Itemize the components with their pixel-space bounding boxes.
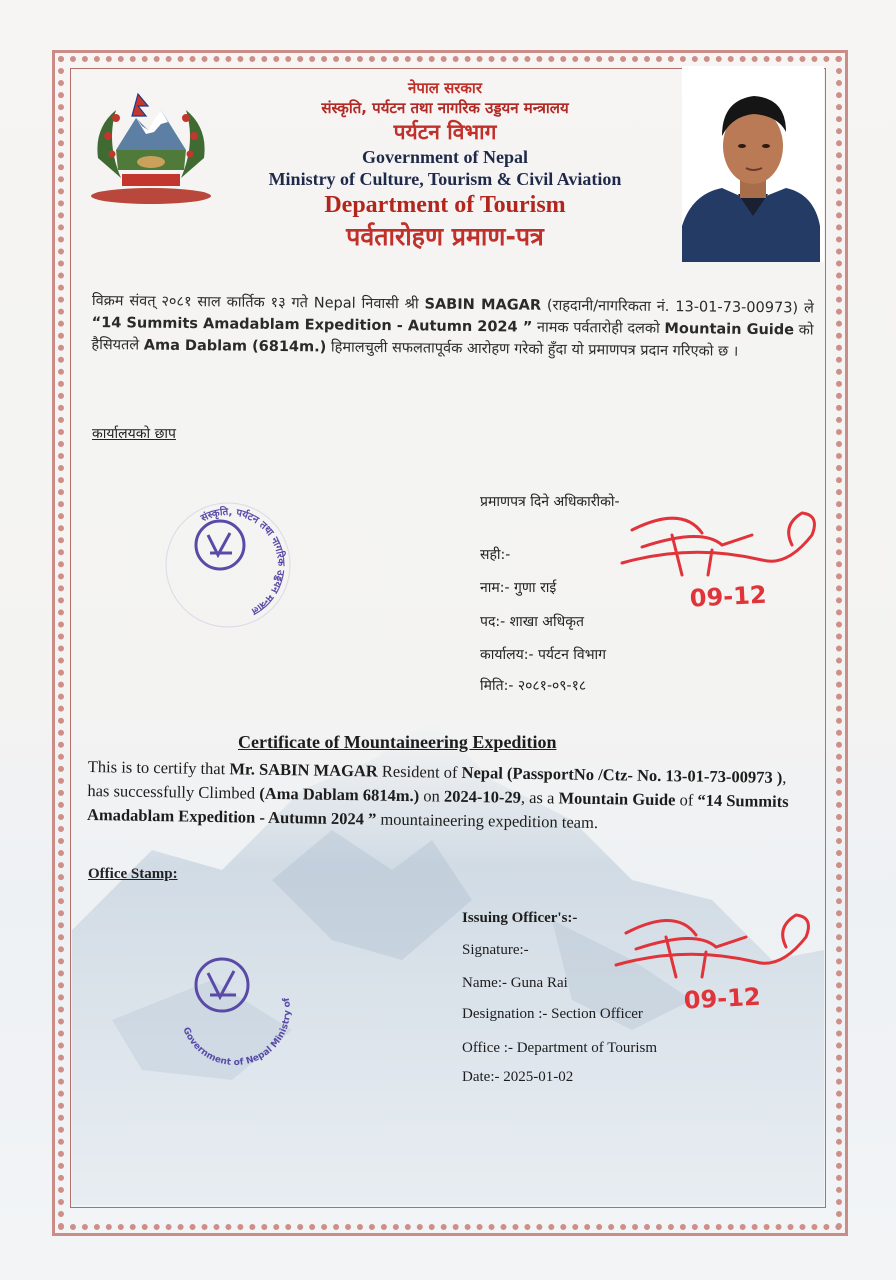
english-text-part: , has successfully Climbed [87, 767, 787, 803]
stamp-text-english: Government of Nepal Ministry of [180, 996, 294, 1069]
issue-date-english: Date:- 2025-01-02 [462, 1069, 574, 1085]
signature-date-mark-nepali: 09-12 [689, 580, 768, 613]
peak-nepali-para: Ama Dablam (6814m.) [143, 337, 327, 356]
officer-designation-nepali: पद:- शाखा अधिकृत [480, 614, 584, 630]
climb-date: 2024-10-29 [443, 786, 522, 807]
nepali-text-part: विक्रम संवत् २०८१ साल कार्तिक १३ गते Nepal निवासी श्री [91, 292, 425, 313]
holder-name-english: Mr. SABIN MAGAR [229, 759, 378, 781]
header-government-nepali: नेपाल सरकार [408, 79, 482, 97]
english-text-part: Resident of [377, 761, 462, 782]
nepali-text-part: (राहदानी/नागरिकता नं. 13-01-73-00973) ले [540, 297, 814, 317]
header-department-nepali: पर्यटन विभाग [393, 120, 497, 144]
officer-office-nepali: कार्यालय:- पर्यटन विभाग [480, 647, 607, 663]
signature-label-nepali: सही:- [480, 547, 511, 563]
office-round-stamp-english [160, 935, 310, 1085]
svg-text:Government of Nepal Ministry o [160, 935, 309, 1085]
nepali-certificate-text [91, 290, 814, 364]
holder-name-nepali-para: SABIN MAGAR [424, 296, 542, 314]
office-stamp-label-english: Office Stamp: [88, 866, 178, 882]
officer-name-english: Name:- Guna Rai [462, 975, 568, 991]
role-nepali-para: Mountain Guide [664, 320, 795, 339]
officer-signature-nepali [612, 505, 832, 615]
english-text-part: on [419, 786, 445, 806]
certificate-header [240, 78, 650, 254]
stamp-text-nepali: संस्कृति, पर्यटन तथा नागरिक उड्डयन मन्त्रालय [199, 506, 287, 617]
english-text-part: This is to certify that [87, 756, 230, 779]
officer-designation-english: Designation :- Section Officer [462, 1006, 643, 1022]
issuing-officer-heading-nepali: प्रमाणपत्र दिने अधिकारीको- [480, 494, 620, 510]
english-text-part: mountaineering expedition team. [376, 809, 599, 833]
expedition-name-english: “14 Summits Amadablam Expedition - Autumn 2024 ” [86, 790, 789, 829]
header-ministry-nepali: संस्कृति, पर्यटन तथा नागरिक उड्डयन मन्त्रालय [321, 99, 569, 117]
holder-id-number: (PassportNo /Ctz- No. 13-01-73-00973 ) [502, 763, 783, 787]
holder-photo [682, 66, 824, 262]
english-text-part: of [675, 790, 698, 810]
certificate-title-nepali: पर्वतारोहण प्रमाण-पत्र [346, 222, 544, 251]
issue-date-nepali: मिति:- २०८१-०९-१८ [480, 678, 587, 694]
header-ministry-english: Ministry of Culture, Tourism & Civil Aviation [268, 169, 622, 189]
nepal-emblem-icon [86, 88, 216, 208]
header-department-english: Department of Tourism [324, 192, 566, 218]
office-stamp-label-nepali: कार्यालयको छाप [92, 426, 176, 442]
nepali-text-part: हिमालचुली सफलतापूर्वक आरोहण गरेको हुँदा यो प्रमाणपत्र प्रदान गरिएको छ । [326, 339, 739, 360]
officer-name-nepali: नाम:- गुणा राई [480, 580, 557, 596]
nepali-text-part: नामक पर्वतारोही दलको [532, 319, 665, 337]
english-text-part: , as a [520, 787, 559, 808]
nepali-text-part: को हैसियतले [91, 322, 814, 354]
signature-label-english: Signature:- [462, 942, 529, 958]
officer-office-english: Office :- Department of Tourism [462, 1040, 658, 1056]
role-english: Mountain Guide [558, 788, 676, 810]
peak-english: (Ama Dablam 6814m.) [259, 783, 420, 806]
english-certificate-text [87, 755, 806, 838]
officer-signature-english [606, 905, 826, 1015]
issuing-officer-heading-english: Issuing Officer's:- [462, 910, 578, 926]
signature-date-mark-english: 09-12 [683, 982, 762, 1015]
certificate-title-english: Certificate of Mountaineering Expedition [238, 732, 557, 752]
holder-country: Nepal [461, 762, 504, 783]
expedition-name-nepali-para: “14 Summits Amadablam Expedition - Autumn 2024 ” [91, 314, 533, 336]
header-government-english: Government of Nepal [362, 147, 528, 167]
office-round-stamp-nepali [158, 495, 298, 635]
